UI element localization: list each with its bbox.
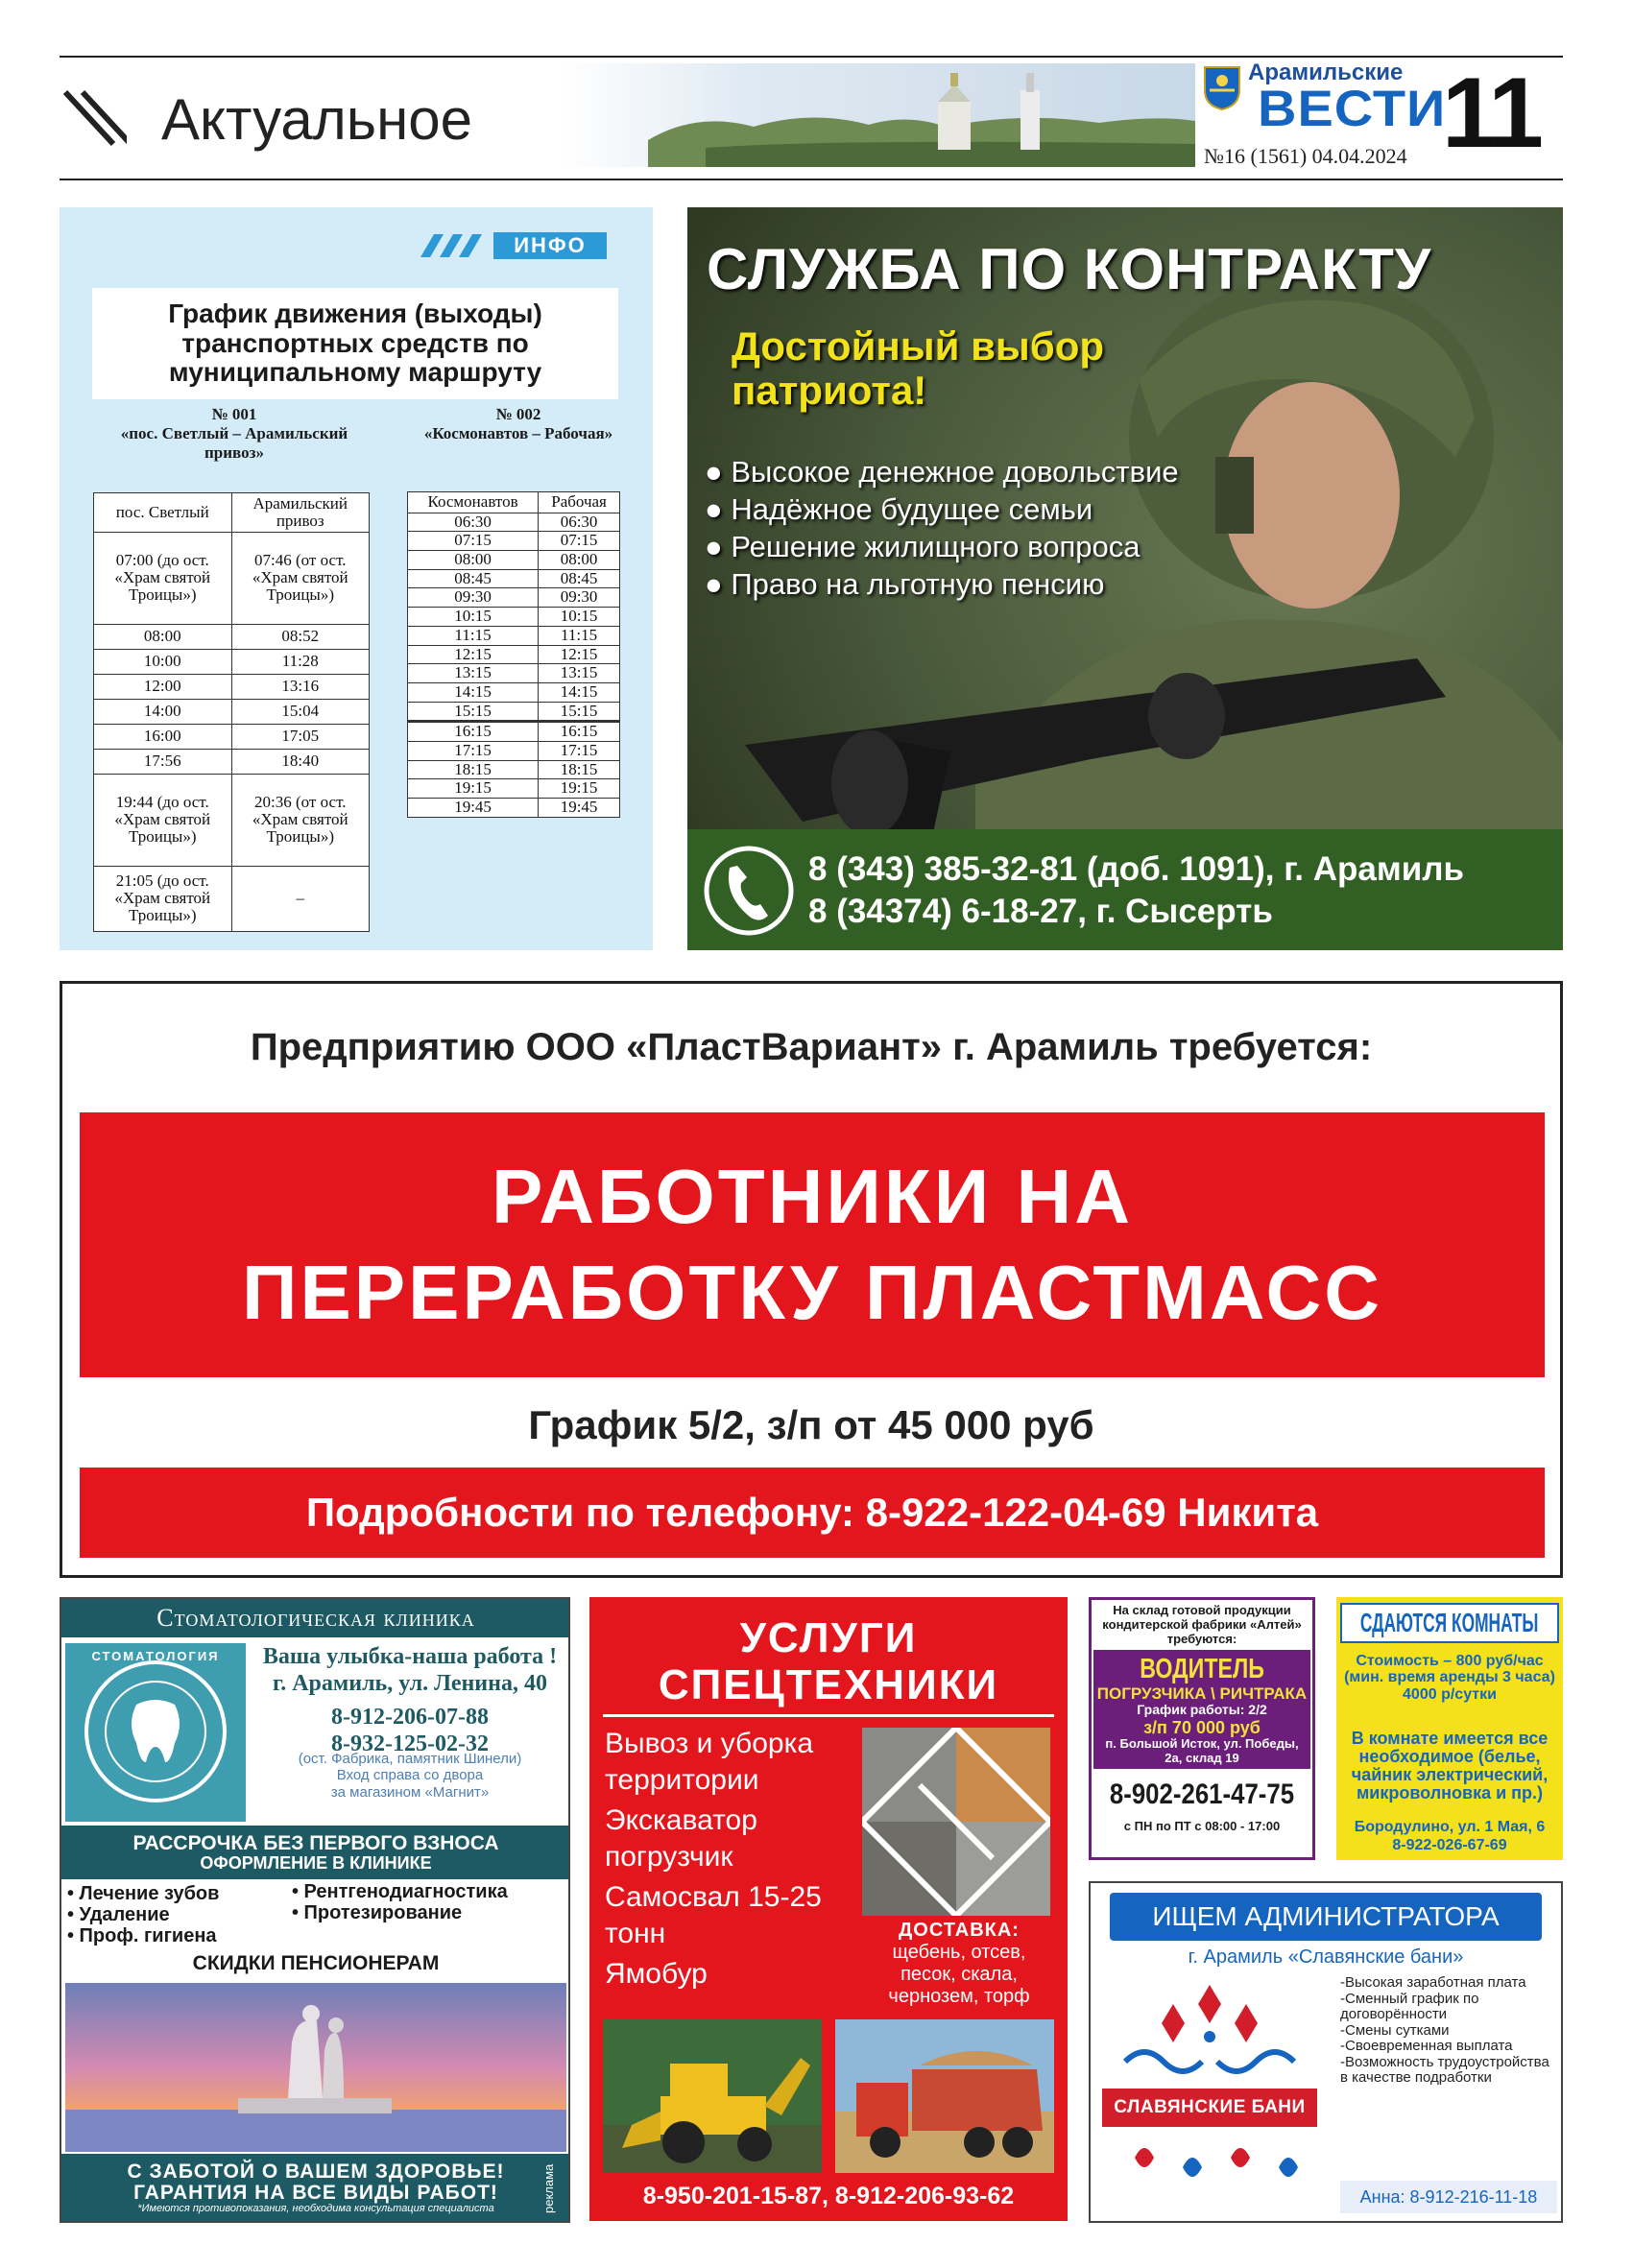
route2-cell: 08:45 — [539, 569, 620, 588]
route2-cell: 11:15 — [408, 626, 539, 645]
admin-perk: -Смены сутками — [1340, 2021, 1450, 2039]
route1-cell: 11:28 — [231, 649, 370, 674]
admin-place: г. Арамиль «Славянские бани» — [1188, 1946, 1464, 1968]
dental-logo — [65, 1643, 246, 1822]
route2-cell: 06:30 — [539, 513, 620, 532]
route1-cell: 16:00 — [94, 724, 232, 749]
route1-cell: 20:36 (от ост. «Храм святой Троицы») — [231, 774, 370, 866]
admin-contact: Анна: 8-912-216-11-18 — [1340, 2181, 1557, 2213]
spec-item: Ямобур — [605, 1958, 708, 1990]
sunset-monument-photo — [65, 1983, 566, 2152]
slavic-baths-logo-text: СЛАВЯНСКИЕ БАНИ — [1114, 2097, 1306, 2117]
route2-cell: 17:15 — [408, 741, 539, 760]
spec-delivery — [868, 1920, 1050, 2008]
route1-cell: 10:00 — [94, 649, 232, 674]
dental-service: • Рентгенодиагностика — [292, 1881, 508, 1902]
spec-item: Экскаватор погрузчик — [605, 1804, 757, 1873]
army-phones — [808, 848, 1464, 933]
info-stripes-icon — [417, 234, 493, 257]
route1-cell: 19:44 (до ост. «Храм святой Троицы») — [94, 774, 232, 866]
rooms-title-text: СДАЮТСЯ КОМНАТЫ — [1360, 1608, 1539, 1637]
header-bottom-rule — [60, 179, 1563, 180]
plast-headline-line: РАБОТНИКИ НА — [491, 1154, 1134, 1239]
spec-items — [605, 1726, 835, 1993]
route2-cell: 16:15 — [408, 722, 539, 742]
army-bullet: ● Право на льготную пенсию — [705, 567, 1105, 601]
plast-intro: Предприятию ООО «ПластВариант» г. Арамиль требуется: — [250, 1026, 1373, 1068]
route1-header — [90, 405, 378, 463]
route2-cell: 19:45 — [408, 799, 539, 818]
route2-cell: 08:00 — [408, 551, 539, 570]
dental-note: за магазином «Магнит» — [330, 1783, 490, 1801]
tooth-logo-icon — [79, 1655, 232, 1808]
route1-cell: – — [231, 866, 370, 931]
route2-cell: 06:30 — [408, 513, 539, 532]
altei-address: п. Большой Исток, ул. Победы, 2а, склад 19 — [1105, 1736, 1299, 1765]
route1-col-from: пос. Светлый — [94, 493, 232, 533]
dental-phone-1: 8-912-206-07-88 — [331, 1704, 489, 1730]
paper-name-small: Арамильские — [1248, 60, 1404, 85]
route2-cell: 16:15 — [539, 722, 620, 742]
route1-cell: 17:05 — [231, 724, 370, 749]
route2-cell: 19:45 — [539, 799, 620, 818]
section-slash-icon — [60, 88, 127, 148]
dental-service: • Проф. гигиена — [67, 1925, 217, 1946]
info-tag: ИНФО — [493, 232, 607, 259]
route2-cell: 17:15 — [539, 741, 620, 760]
route1-col-to: Арамильский привоз — [231, 493, 370, 533]
spec-item: Вывоз и уборка территории — [605, 1728, 814, 1796]
army-slogan — [732, 324, 1104, 413]
backhoe-loader-photo — [603, 2019, 822, 2173]
route2-cell: 19:15 — [408, 779, 539, 799]
route2-cell: 19:15 — [539, 779, 620, 799]
route1-name: «пос. Светлый – Арамильский привоз» — [120, 424, 348, 463]
header-town-photo — [562, 63, 1195, 167]
rooms-title — [1340, 1603, 1559, 1643]
army-slogan-line: Достойный выбор — [732, 323, 1105, 369]
route2-cell: 12:15 — [539, 645, 620, 664]
dental-banner — [61, 1826, 570, 1879]
route1-number: № 001 — [211, 405, 257, 423]
admin-perks — [1340, 1975, 1557, 2087]
spec-delivery-text: щебень, отсев, песок, скала, чернозем, торф — [888, 1942, 1030, 2007]
army-bullets — [705, 453, 1179, 603]
spec-item: Самосвал 15-25 тонн — [605, 1881, 822, 1949]
army-phone-1: 8 (343) 385-32-81 (доб. 1091), г. Арамиль — [808, 850, 1464, 888]
route2-cell: 07:15 — [408, 532, 539, 551]
section-title: Актуальное — [161, 87, 472, 152]
army-ad — [687, 207, 1563, 950]
altei-phone: 8-902-261-47-75 — [1109, 1779, 1295, 1810]
dental-service: • Протезирование — [292, 1902, 463, 1923]
route2-cell: 09:30 — [539, 588, 620, 608]
dental-address: г. Арамиль, ул. Ленина, 40 — [273, 1671, 547, 1697]
top-rule — [60, 56, 1563, 58]
route1-cell: 08:52 — [231, 624, 370, 649]
admin-ad — [1089, 1881, 1563, 2223]
dental-logo-text: СТОМАТОЛОГИЯ — [91, 1649, 220, 1663]
route2-cell: 14:15 — [539, 682, 620, 702]
route2-cell: 15:15 — [539, 702, 620, 722]
spec-divider — [603, 1714, 1054, 1717]
plast-contact: Подробности по телефону: 8-922-122-04-69 Никита — [80, 1468, 1545, 1558]
route2-cell: 13:15 — [539, 664, 620, 683]
dental-services-right — [292, 1881, 508, 1923]
altei-subtitle: ПОГРУЗЧИКА \ РИЧТРАКА — [1096, 1684, 1308, 1704]
route1-cell: 18:40 — [231, 749, 370, 774]
route2-header — [422, 405, 614, 443]
rooms-ad — [1336, 1597, 1563, 1860]
route2-cell: 11:15 — [539, 626, 620, 645]
spec-ad — [589, 1597, 1068, 2221]
route2-col-from: Космонавтов — [408, 492, 539, 513]
army-title: СЛУЖБА ПО КОНТРАКТУ — [707, 237, 1432, 301]
dental-footer-line: ГАРАНТИЯ НА ВСЕ ВИДЫ РАБОТ! — [133, 2182, 498, 2205]
rooms-contact — [1340, 1818, 1559, 1854]
dental-service: • Лечение зубов — [67, 1883, 220, 1904]
route2-cell: 07:15 — [539, 532, 620, 551]
dental-footer-line: С ЗАБОТОЙ О ВАШЕМ ЗДОРОВЬЕ! — [127, 2161, 505, 2184]
route2-cell: 12:15 — [408, 645, 539, 664]
paper-name-big: ВЕСТИ — [1258, 79, 1447, 137]
phone-icon — [701, 839, 797, 943]
route2-cell: 08:45 — [408, 569, 539, 588]
dump-truck-photo — [835, 2019, 1054, 2173]
dental-banner-line: РАССРОЧКА БЕЗ ПЕРВОГО ВЗНОСА — [132, 1831, 499, 1854]
admin-perk: -Сменный график по договорённости — [1340, 1990, 1479, 2022]
route2-col-to: Рабочая — [539, 492, 620, 513]
dental-info — [253, 1643, 566, 1757]
route1-cell: 12:00 — [94, 674, 232, 699]
town-coat-of-arms-icon — [1202, 61, 1242, 111]
spec-phones: 8-950-201-15-87, 8-912-206-93-62 — [642, 2182, 1015, 2209]
spec-title-line: УСЛУГИ — [739, 1614, 918, 1661]
route1-cell: 08:00 — [94, 624, 232, 649]
admin-perk: -Высокая заработная плата — [1340, 1974, 1526, 1991]
route2-cell: 14:15 — [408, 682, 539, 702]
altei-main — [1093, 1650, 1310, 1769]
rooms-address: Бородулино, ул. 1 Мая, 6 — [1354, 1819, 1546, 1835]
dental-footer — [61, 2154, 570, 2223]
dental-service: • Удаление — [67, 1904, 170, 1925]
rooms-phone: 8-922-026-67-69 — [1392, 1837, 1507, 1854]
route1-table — [93, 492, 370, 932]
route1-cell: 21:05 (до ост. «Храм святой Троицы») — [94, 866, 232, 931]
route1-cell: 13:16 — [231, 674, 370, 699]
army-bullet: ● Высокое денежное довольствие — [705, 455, 1179, 489]
altei-intro: На склад готовой продукции кондитерской фабрики «Алтей» требуются: — [1102, 1603, 1302, 1646]
dental-footnote: *Имеются противопоказания, необходима консультация специалиста — [137, 2203, 494, 2215]
army-bullet: ● Решение жилищного вопроса — [705, 530, 1141, 563]
page-number: 11 — [1442, 58, 1540, 169]
dental-slogan: Ваша улыбка-наша работа ! — [262, 1644, 558, 1669]
spec-title — [589, 1614, 1068, 1709]
materials-collage — [862, 1728, 1050, 1916]
dental-ad — [60, 1597, 570, 2223]
route2-cell: 15:15 — [408, 702, 539, 722]
dental-notes — [253, 1751, 566, 1801]
dental-services-left — [67, 1883, 219, 1946]
dental-phone-2: 8-932-125-02-32 — [331, 1731, 489, 1756]
route1-cell: 17:56 — [94, 749, 232, 774]
info-block — [60, 207, 653, 950]
spec-delivery-title: ДОСТАВКА: — [899, 1920, 1020, 1941]
admin-perk: -Возможность трудоустройства в качестве подработки — [1340, 2053, 1549, 2086]
route2-cell: 13:15 — [408, 664, 539, 683]
plast-schedule: График 5/2, з/п от 45 000 руб — [528, 1402, 1094, 1447]
route1-cell: 07:46 (от ост. «Храм святой Троицы») — [231, 532, 370, 624]
spec-title-line: СПЕЦТЕХНИКИ — [658, 1661, 999, 1709]
dental-banner-line: ОФОРМЛЕНИЕ В КЛИНИКЕ — [200, 1852, 432, 1873]
route2-cell: 18:15 — [408, 760, 539, 779]
plast-ad — [60, 981, 1563, 1578]
rooms-info: В комнате имеется все необходимое (белье, чайник электрический, микроволновка и пр.) — [1351, 1729, 1549, 1802]
admin-title: ИЩЕМ АДМИНИСТРАТОРА — [1110, 1893, 1542, 1941]
route2-cell: 08:00 — [539, 551, 620, 570]
route2-table — [407, 491, 620, 818]
army-bullet: ● Надёжное будущее семьи — [705, 492, 1093, 526]
dental-note: Вход справа со двора — [336, 1767, 484, 1784]
route2-cell: 18:15 — [539, 760, 620, 779]
dental-discount: СКИДКИ ПЕНСИОНЕРАМ — [192, 1952, 440, 1974]
route2-number: № 002 — [495, 405, 541, 423]
dental-note: (ост. Фабрика, памятник Шинели) — [298, 1751, 522, 1767]
plast-headline-line: ПЕРЕРАБОТКУ ПЛАСТМАСС — [241, 1250, 1383, 1335]
route1-cell: 07:00 (до ост. «Храм святой Троицы») — [94, 532, 232, 624]
info-title: График движения (выходы) транспортных средств по муниципальному маршруту — [92, 288, 618, 399]
altei-ad — [1089, 1597, 1315, 1860]
route2-cell: 10:15 — [539, 608, 620, 627]
army-slogan-line: патриота! — [732, 368, 927, 414]
admin-perk: -Своевременная выплата — [1340, 2038, 1513, 2054]
route1-cell: 14:00 — [94, 699, 232, 724]
altei-salary: з/п 70 000 руб — [1143, 1717, 1261, 1737]
dental-title: Стоматологическая клиника — [61, 1599, 570, 1637]
altei-schedule: График работы: 2/2 — [1137, 1702, 1267, 1718]
altei-hours: с ПН по ПТ с 08:00 - 17:00 — [1123, 1819, 1281, 1833]
altei-title: ВОДИТЕЛЬ — [1140, 1653, 1264, 1684]
plast-headline — [80, 1112, 1545, 1377]
army-phone-2: 8 (34374) 6-18-27, г. Сысерть — [808, 893, 1273, 930]
dental-ad-mark: реклама — [541, 2163, 556, 2213]
route2-cell: 10:15 — [408, 608, 539, 627]
issue-info: №16 (1561) 04.04.2024 — [1204, 144, 1407, 168]
rooms-price: Стоимость – 800 руб/час (мин. время аренды 3 часа) 4000 р/сутки — [1344, 1653, 1555, 1703]
route2-cell: 09:30 — [408, 588, 539, 608]
route1-cell: 15:04 — [231, 699, 370, 724]
route2-name: «Космонавтов – Рабочая» — [423, 424, 613, 443]
